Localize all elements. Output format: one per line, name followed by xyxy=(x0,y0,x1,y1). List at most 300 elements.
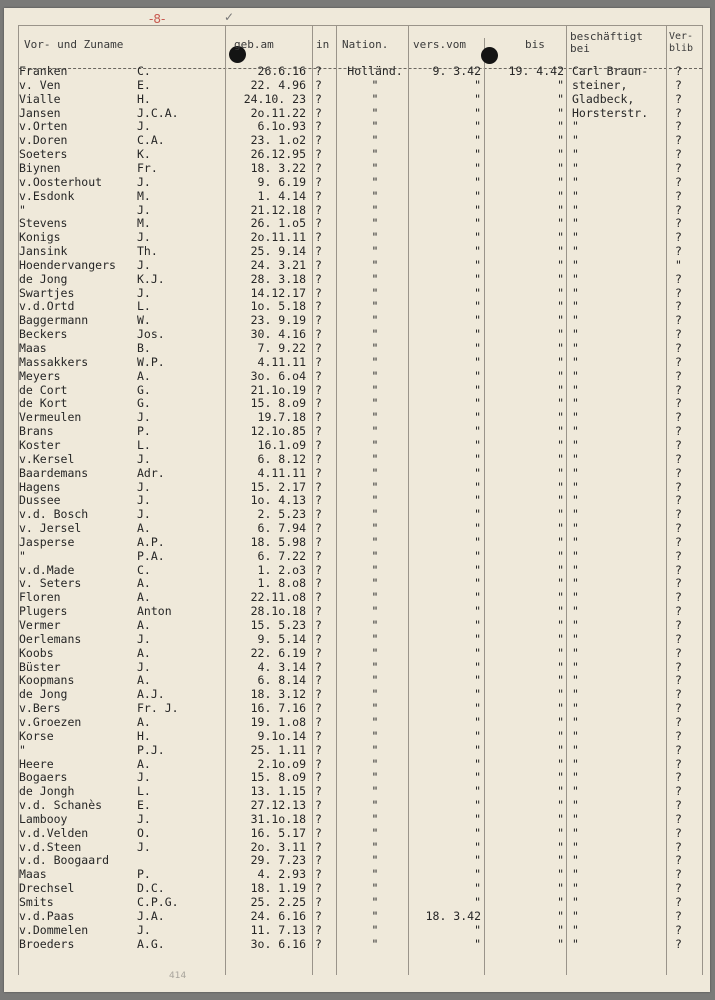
cell-to: " xyxy=(557,881,564,896)
cell-to: " xyxy=(557,728,564,743)
cell-nat: " xyxy=(371,479,379,494)
table-row xyxy=(4,853,710,867)
cell-from: " xyxy=(474,922,481,937)
cell-ver: ? xyxy=(675,521,682,536)
cell-init: H. xyxy=(137,728,151,743)
cell-to: 19. 4.42 xyxy=(508,64,564,78)
cell-in: ? xyxy=(315,784,322,799)
cell-init: Jos. xyxy=(137,327,165,342)
table-row xyxy=(4,590,710,604)
document-sheet xyxy=(4,8,710,992)
cell-date: 6. 8.14 xyxy=(257,673,306,688)
cell-in: ? xyxy=(315,673,322,688)
cell-emp: " xyxy=(572,119,579,134)
cell-emp: " xyxy=(572,230,579,245)
cell-date: 30. 4.16 xyxy=(250,327,306,342)
cell-in: ? xyxy=(315,285,322,300)
cell-to: " xyxy=(557,216,564,231)
cell-ver: ? xyxy=(675,604,682,619)
cell-name: v.d.Velden xyxy=(19,825,89,840)
header-remains: Ver- blib xyxy=(669,31,694,54)
cell-nat: " xyxy=(371,756,379,771)
cell-in: ? xyxy=(315,479,322,494)
cell-in: ? xyxy=(315,299,322,314)
cell-in: ? xyxy=(315,119,322,134)
table-row xyxy=(4,480,710,494)
cell-emp: " xyxy=(572,867,579,882)
cell-emp: " xyxy=(572,507,579,522)
cell-to: " xyxy=(557,91,564,106)
cell-emp: Horsterstr. xyxy=(572,105,649,120)
table-row xyxy=(4,355,710,369)
cell-to: " xyxy=(557,313,564,328)
cell-name: Korse xyxy=(19,728,54,743)
cell-emp: " xyxy=(572,493,579,508)
table-row xyxy=(4,286,710,300)
cell-ver: ? xyxy=(675,424,682,439)
cell-init: J. xyxy=(137,257,151,272)
cell-name: de Jong xyxy=(19,271,68,286)
cell-date: 18. 5.98 xyxy=(250,534,306,549)
header-in: in xyxy=(316,38,330,51)
cell-nat: " xyxy=(371,811,379,826)
cell-from: " xyxy=(474,368,481,383)
cell-from: " xyxy=(474,271,481,286)
cell-from: " xyxy=(474,867,481,882)
cell-from: " xyxy=(474,881,481,896)
cell-in: ? xyxy=(315,521,322,536)
cell-ver: ? xyxy=(675,534,682,549)
cell-to: " xyxy=(557,825,564,840)
cell-date: 4. 2.93 xyxy=(257,867,306,882)
cell-ver: ? xyxy=(675,895,682,909)
cell-to: " xyxy=(557,742,564,757)
cell-nat: " xyxy=(371,604,379,619)
cell-nat: " xyxy=(371,313,379,328)
cell-init: A. xyxy=(137,576,151,591)
cell-nat: " xyxy=(371,590,379,605)
cell-ver: ? xyxy=(675,313,682,328)
cell-from: " xyxy=(474,119,481,134)
cell-nat: " xyxy=(371,285,379,300)
cell-in: ? xyxy=(315,922,322,937)
cell-in: ? xyxy=(315,728,322,743)
table-row xyxy=(4,383,710,397)
cell-emp: " xyxy=(572,562,579,577)
cell-date: 1o. 5.18 xyxy=(250,299,306,314)
cell-emp: " xyxy=(572,701,579,716)
cell-init: L. xyxy=(137,299,151,314)
cell-in: ? xyxy=(315,64,322,78)
table-row xyxy=(4,549,710,563)
cell-name: Soeters xyxy=(19,147,68,162)
cell-init: J. xyxy=(137,119,151,134)
cell-date: 26.12.95 xyxy=(250,147,306,162)
cell-from: " xyxy=(474,562,481,577)
cell-to: " xyxy=(557,673,564,688)
cell-init: Th. xyxy=(137,244,158,259)
cell-emp: " xyxy=(572,576,579,591)
cell-name: Jasperse xyxy=(19,534,75,549)
cell-init: J. xyxy=(137,922,151,937)
cell-from: " xyxy=(474,354,481,369)
cell-nat: " xyxy=(371,507,379,522)
cell-init: J. xyxy=(137,230,151,245)
cell-date: 1. 4.14 xyxy=(257,188,306,203)
cell-name: v.Doren xyxy=(19,133,68,148)
cell-name: de Jongh xyxy=(19,784,75,799)
cell-emp: " xyxy=(572,811,579,826)
cell-init: Adr. xyxy=(137,465,165,480)
cell-from: " xyxy=(474,341,481,355)
cell-name: v.d.Made xyxy=(19,562,75,577)
cell-date: 28.1o.18 xyxy=(250,604,306,619)
cell-in: ? xyxy=(315,798,322,813)
cell-to: " xyxy=(557,230,564,245)
cell-init: E. xyxy=(137,798,151,813)
cell-nat: " xyxy=(371,244,379,259)
cell-name: de Kort xyxy=(19,396,68,411)
cell-name: v.d.Steen xyxy=(19,839,82,854)
cell-in: ? xyxy=(315,91,322,106)
cell-from: " xyxy=(474,811,481,826)
cell-init: G. xyxy=(137,382,151,397)
cell-from: " xyxy=(474,756,481,771)
cell-to: " xyxy=(557,341,564,355)
cell-emp: " xyxy=(572,728,579,743)
cell-emp: " xyxy=(572,659,579,674)
cell-ver: ? xyxy=(675,341,682,355)
cell-ver: ? xyxy=(675,133,682,148)
cell-emp: " xyxy=(572,590,579,605)
table-row xyxy=(4,147,710,161)
table-row xyxy=(4,881,710,895)
cell-nat: " xyxy=(371,230,379,245)
table-row xyxy=(4,826,710,840)
cell-name: " xyxy=(19,742,26,757)
cell-date: 29. 7.23 xyxy=(250,853,306,868)
cell-date: 23. 1.o2 xyxy=(250,133,306,148)
cell-date: 6. 7.22 xyxy=(257,548,306,563)
cell-from: " xyxy=(474,673,481,688)
cell-init: A. xyxy=(137,714,151,729)
cell-emp: " xyxy=(572,341,579,355)
cell-to: " xyxy=(557,534,564,549)
cell-from: " xyxy=(474,534,481,549)
cell-init: J. xyxy=(137,493,151,508)
table-row xyxy=(4,313,710,327)
cell-emp: " xyxy=(572,216,579,231)
cell-emp: " xyxy=(572,174,579,189)
cell-emp: " xyxy=(572,147,579,162)
cell-to: " xyxy=(557,202,564,217)
cell-in: ? xyxy=(315,160,322,175)
cell-in: ? xyxy=(315,645,322,660)
cell-ver: ? xyxy=(675,299,682,314)
cell-init: W. xyxy=(137,313,151,328)
cell-init: K. xyxy=(137,147,151,162)
cell-to: " xyxy=(557,493,564,508)
cell-init: O. xyxy=(137,825,151,840)
cell-ver: ? xyxy=(675,451,682,466)
cell-emp: " xyxy=(572,424,579,439)
cell-name: Jansink xyxy=(19,244,68,259)
cell-to: " xyxy=(557,119,564,134)
cell-from: " xyxy=(474,645,481,660)
cell-in: ? xyxy=(315,77,322,92)
cell-ver: ? xyxy=(675,687,682,702)
cell-name: v.Groezen xyxy=(19,714,82,729)
cell-in: ? xyxy=(315,756,322,771)
table-row xyxy=(4,729,710,743)
cell-date: 27.12.13 xyxy=(250,798,306,813)
cell-emp: " xyxy=(572,465,579,480)
cell-to: " xyxy=(557,465,564,480)
cell-init: A. xyxy=(137,521,151,536)
cell-nat: " xyxy=(371,382,379,397)
cell-nat: " xyxy=(371,562,379,577)
cell-from: " xyxy=(474,493,481,508)
cell-from: " xyxy=(474,742,481,757)
cell-in: ? xyxy=(315,382,322,397)
cell-name: Baardemans xyxy=(19,465,89,480)
cell-from: " xyxy=(474,701,481,716)
cell-emp: " xyxy=(572,327,579,342)
cell-from: " xyxy=(474,687,481,702)
cell-from: " xyxy=(474,451,481,466)
cell-init: K.J. xyxy=(137,271,165,286)
cell-from: " xyxy=(474,133,481,148)
table-row xyxy=(4,784,710,798)
cell-emp: " xyxy=(572,881,579,896)
cell-init: J. xyxy=(137,507,151,522)
cell-date: 26.6.16 xyxy=(257,64,306,78)
cell-name: Meyers xyxy=(19,368,61,383)
cell-to: " xyxy=(557,784,564,799)
cell-name: Hagens xyxy=(19,479,61,494)
cell-in: ? xyxy=(315,507,322,522)
table-row xyxy=(4,230,710,244)
cell-nat: " xyxy=(371,368,379,383)
cell-to: " xyxy=(557,368,564,383)
cell-date: 22.11.o8 xyxy=(250,590,306,605)
cell-date: 11. 7.13 xyxy=(250,922,306,937)
cell-ver: ? xyxy=(675,327,682,342)
cell-from: " xyxy=(474,174,481,189)
cell-date: 2o.11.11 xyxy=(250,230,306,245)
cell-name: " xyxy=(19,202,26,217)
cell-in: ? xyxy=(315,410,322,425)
cell-name: v.d.Ortd xyxy=(19,299,75,314)
cell-emp: " xyxy=(572,618,579,632)
cell-from: " xyxy=(474,548,481,563)
cell-to: " xyxy=(557,133,564,148)
cell-date: 18. 3.12 xyxy=(250,687,306,702)
cell-date: 6. 7.94 xyxy=(257,521,306,536)
table-row xyxy=(4,133,710,147)
cell-ver: ? xyxy=(675,576,682,591)
cell-to: " xyxy=(557,174,564,189)
cell-to: " xyxy=(557,908,564,923)
cell-in: ? xyxy=(315,908,322,923)
cell-date: 13. 1.15 xyxy=(250,784,306,799)
cell-ver: ? xyxy=(675,908,682,923)
cell-ver: ? xyxy=(675,396,682,411)
cell-date: 25. 1.11 xyxy=(250,742,306,757)
table-row xyxy=(4,770,710,784)
cell-from: " xyxy=(474,853,481,868)
cell-name: de Cort xyxy=(19,382,68,397)
cell-in: ? xyxy=(315,590,322,605)
cell-from: " xyxy=(474,285,481,300)
cell-date: 16. 5.17 xyxy=(250,825,306,840)
cell-init: J.C.A. xyxy=(137,105,179,120)
cell-nat: " xyxy=(371,160,379,175)
cell-to: " xyxy=(557,521,564,536)
cell-to: " xyxy=(557,756,564,771)
cell-to: " xyxy=(557,853,564,868)
cell-from: " xyxy=(474,825,481,840)
cell-ver: ? xyxy=(675,368,682,383)
table-row xyxy=(4,660,710,674)
cell-nat: " xyxy=(371,521,379,536)
cell-ver: ? xyxy=(675,410,682,425)
cell-emp: " xyxy=(572,714,579,729)
cell-date: 24.10. 23 xyxy=(243,91,306,106)
cell-init: J. xyxy=(137,811,151,826)
cell-emp: " xyxy=(572,396,579,411)
cell-nat: " xyxy=(371,728,379,743)
cell-date: 6.1o.93 xyxy=(257,119,306,134)
header-born: geb.am xyxy=(234,38,274,51)
cell-init: J. xyxy=(137,839,151,854)
table-row xyxy=(4,438,710,452)
cell-in: ? xyxy=(315,936,322,951)
cell-to: " xyxy=(557,410,564,425)
cell-date: 2o. 3.11 xyxy=(250,839,306,854)
cell-emp: " xyxy=(572,368,579,383)
cell-to: " xyxy=(557,895,564,909)
cell-emp: " xyxy=(572,548,579,563)
cell-name: v. Ven xyxy=(19,77,61,92)
cell-init: J.A. xyxy=(137,908,165,923)
cell-init: C.A. xyxy=(137,133,165,148)
cell-ver: ? xyxy=(675,507,682,522)
cell-nat: " xyxy=(371,437,379,452)
cell-from: " xyxy=(474,521,481,536)
table-row xyxy=(4,632,710,646)
cell-emp: " xyxy=(572,410,579,425)
cell-name: Hoendervangers xyxy=(19,257,116,272)
cell-nat: " xyxy=(371,341,379,355)
cell-in: ? xyxy=(315,147,322,162)
cell-init: A. xyxy=(137,673,151,688)
cell-nat: " xyxy=(371,410,379,425)
cell-name: Dussee xyxy=(19,493,61,508)
cell-name: Floren xyxy=(19,590,61,605)
cell-ver: ? xyxy=(675,174,682,189)
cell-name: v.d. Bosch xyxy=(19,507,89,522)
cell-from: " xyxy=(474,396,481,411)
table-row xyxy=(4,466,710,480)
header-nation: Nation. xyxy=(342,38,389,51)
cell-to: " xyxy=(557,701,564,716)
cell-nat: " xyxy=(371,701,379,716)
table-row xyxy=(4,757,710,771)
cell-emp: " xyxy=(572,687,579,702)
cell-date: 9. 5.14 xyxy=(257,631,306,646)
cell-ver: ? xyxy=(675,618,682,632)
cell-to: " xyxy=(557,548,564,563)
cell-emp: " xyxy=(572,895,579,909)
cell-ver: ? xyxy=(675,548,682,563)
cell-ver: ? xyxy=(675,382,682,397)
cell-ver: ? xyxy=(675,728,682,743)
cell-name: Konigs xyxy=(19,230,61,245)
cell-emp: " xyxy=(572,631,579,646)
cell-emp: " xyxy=(572,437,579,452)
cell-date: 25. 2.25 xyxy=(250,895,306,909)
cell-init: Anton xyxy=(137,604,172,619)
cell-init: J. xyxy=(137,631,151,646)
cell-to: " xyxy=(557,285,564,300)
cell-emp: " xyxy=(572,936,579,951)
cell-init: D.C. xyxy=(137,881,165,896)
cell-nat: " xyxy=(371,798,379,813)
cell-nat: " xyxy=(371,770,379,785)
cell-nat: " xyxy=(371,216,379,231)
cell-init: C. xyxy=(137,562,151,577)
cell-in: ? xyxy=(315,341,322,355)
table-row xyxy=(4,106,710,120)
cell-name: Brans xyxy=(19,424,54,439)
cell-to: " xyxy=(557,839,564,854)
table-row xyxy=(4,618,710,632)
table-row xyxy=(4,396,710,410)
header-employed: beschäftigt bei xyxy=(570,30,643,55)
cell-from: " xyxy=(474,77,481,92)
cell-emp: " xyxy=(572,299,579,314)
cell-from: " xyxy=(474,188,481,203)
cell-date: 12.1o.85 xyxy=(250,424,306,439)
cell-in: ? xyxy=(315,534,322,549)
table-row xyxy=(4,175,710,189)
cell-to: " xyxy=(557,867,564,882)
cell-to: " xyxy=(557,604,564,619)
cell-ver: ? xyxy=(675,437,682,452)
cell-name: Koobs xyxy=(19,645,54,660)
cell-nat: " xyxy=(371,77,379,92)
cell-from: " xyxy=(474,424,481,439)
cell-init: C. xyxy=(137,64,151,78)
cell-emp: " xyxy=(572,839,579,854)
cell-ver: ? xyxy=(675,631,682,646)
cell-nat: " xyxy=(371,618,379,632)
cell-emp: Carl Braun- xyxy=(572,64,649,78)
cell-in: ? xyxy=(315,604,322,619)
header-to: bis xyxy=(525,38,545,51)
cell-name: Oerlemans xyxy=(19,631,82,646)
cell-nat: " xyxy=(371,493,379,508)
cell-init: H. xyxy=(137,91,151,106)
cell-date: 15. 2.17 xyxy=(250,479,306,494)
cell-init: Fr. xyxy=(137,160,158,175)
cell-date: 15. 8.o9 xyxy=(250,396,306,411)
cell-ver: ? xyxy=(675,105,682,120)
cell-in: ? xyxy=(315,396,322,411)
cell-emp: " xyxy=(572,673,579,688)
cell-name: Massakkers xyxy=(19,354,89,369)
